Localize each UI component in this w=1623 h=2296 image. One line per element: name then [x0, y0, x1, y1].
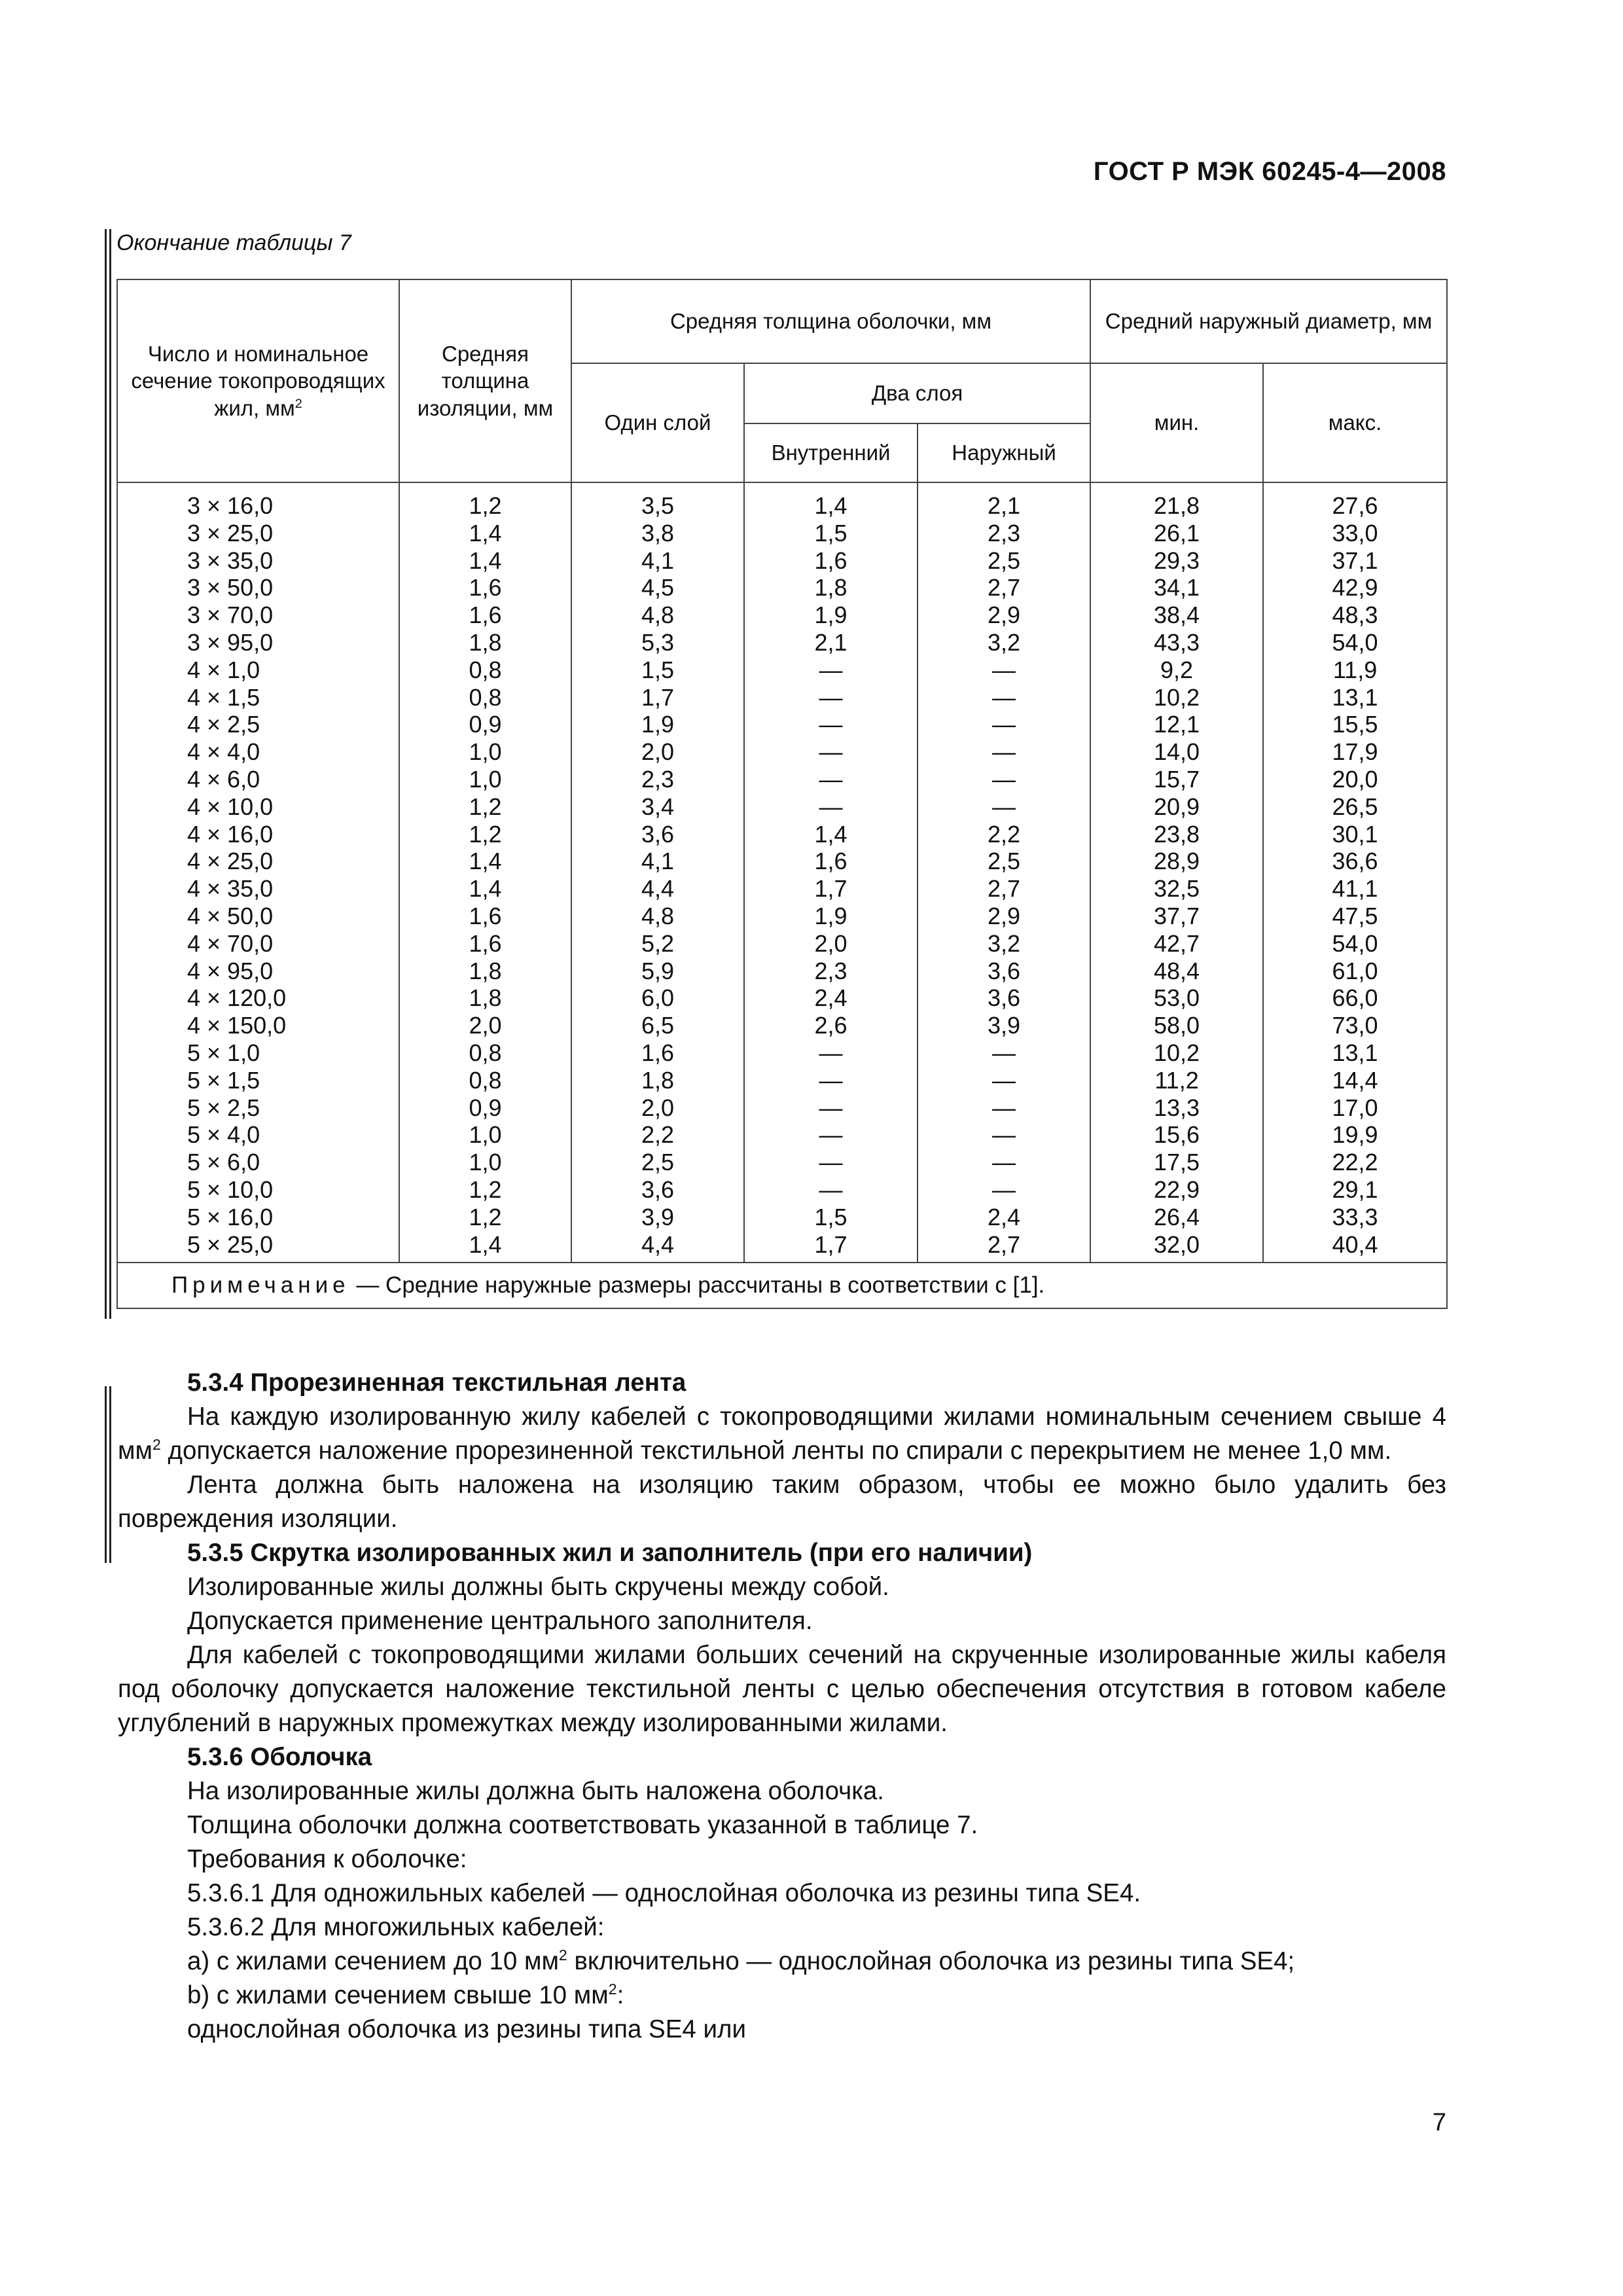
table-cell: 1,2 [399, 1204, 571, 1231]
table-cell: 48,3 [1263, 601, 1447, 629]
table-cell: 2,0 [571, 738, 744, 766]
table-cell: 6,0 [571, 984, 744, 1012]
table-cell: 4 × 25,0 [117, 848, 399, 875]
table-cell: 1,8 [399, 958, 571, 985]
table-cell: 0,8 [399, 1067, 571, 1094]
table-row [117, 1121, 1447, 1149]
table-cell: 3,2 [918, 930, 1090, 958]
document-id: ГОСТ Р МЭК 60245-4—2008 [1093, 157, 1446, 186]
table-cell: 4 × 70,0 [117, 930, 399, 958]
table-cell: 5 × 10,0 [117, 1176, 399, 1204]
table-cell: — [744, 1121, 918, 1149]
table-cell: 1,2 [399, 1176, 571, 1204]
table-cell: 0,8 [399, 1039, 571, 1067]
table-row [117, 656, 1447, 684]
table-cell: 1,6 [399, 601, 571, 629]
table-cell: — [744, 738, 918, 766]
table-cell: 3 × 50,0 [117, 574, 399, 601]
table-cell: 1,7 [571, 684, 744, 711]
table-cell: 10,2 [1090, 1039, 1263, 1067]
table-cell: 14,4 [1263, 1067, 1447, 1094]
table-cell: 3 × 95,0 [117, 629, 399, 656]
table-row [117, 766, 1447, 793]
table-cell: 2,2 [571, 1121, 744, 1149]
table-cell: 29,1 [1263, 1176, 1447, 1204]
table-cell: 1,5 [744, 520, 918, 547]
table-cell: 2,0 [744, 930, 918, 958]
table-cell: 2,1 [744, 629, 918, 656]
table-cell: 34,1 [1090, 574, 1263, 601]
table-row [117, 684, 1447, 711]
table-cell: — [918, 793, 1090, 821]
clause-5-3-6-1: 5.3.6.1 Для одножильных кабелей — однослойная оболочка из резины типа SE4. [187, 1879, 1141, 1907]
table-cell: 11,2 [1090, 1067, 1263, 1094]
table-cell: 9,2 [1090, 656, 1263, 684]
table-cell: — [918, 711, 1090, 738]
table-row [117, 875, 1447, 903]
table-cell: 14,0 [1090, 738, 1263, 766]
table-cell: 30,1 [1263, 821, 1447, 848]
table-cell: 2,0 [399, 1012, 571, 1039]
body-text [118, 1366, 1446, 2047]
table-cell: 5 × 1,5 [117, 1067, 399, 1094]
table-cell: 13,3 [1090, 1094, 1263, 1122]
paragraph: На каждую изолированную жилу кабелей с токопроводящими жилами номинальным сечением свыше 4 $мм^2$ допускается наложение прорезиненной текстильной ленты по спирали с перекрытием не менее 1,0 мм. [118, 1403, 1446, 1465]
table-cell: 58,0 [1090, 1012, 1263, 1039]
header-outer-diameter: Средний наружный диаметр, мм [1090, 279, 1447, 363]
table-row [117, 958, 1447, 985]
table-row [117, 1231, 1447, 1263]
header-sheath-thickness: Средняя толщина оболочки, мм [571, 279, 1090, 363]
table-cell: 5,9 [571, 958, 744, 985]
change-bar [105, 1386, 111, 1563]
table-cell: 1,5 [571, 656, 744, 684]
table-cell: 5,2 [571, 930, 744, 958]
table-cell: 2,2 [918, 821, 1090, 848]
table-cell: 17,5 [1090, 1149, 1263, 1176]
table-cell: — [918, 1094, 1090, 1122]
table-cell: 12,1 [1090, 711, 1263, 738]
table-cell: 4,5 [571, 574, 744, 601]
table-cell: 2,5 [918, 848, 1090, 875]
table-cell: 2,7 [918, 574, 1090, 601]
table-row [117, 1039, 1447, 1067]
table-cell: 2,5 [571, 1149, 744, 1176]
table-cell: 38,4 [1090, 601, 1263, 629]
table-cell: 1,6 [744, 547, 918, 575]
table-row [117, 793, 1447, 821]
table-cell: — [744, 1039, 918, 1067]
paragraph: Изолированные жилы должны быть скручены между собой. [187, 1573, 889, 1601]
table-cell: 1,6 [399, 930, 571, 958]
table-cell: 13,1 [1263, 684, 1447, 711]
table-cell: 6,5 [571, 1012, 744, 1039]
table-cell: 3 × 70,0 [117, 601, 399, 629]
table-cell: 54,0 [1263, 629, 1447, 656]
table-cell: — [918, 1149, 1090, 1176]
table-cell: 2,1 [918, 482, 1090, 520]
table-cell: — [918, 1176, 1090, 1204]
table-cell: 2,4 [744, 984, 918, 1012]
table-cell: 23,8 [1090, 821, 1263, 848]
table-cell: 3 × 35,0 [117, 547, 399, 575]
table-cell: 4,1 [571, 848, 744, 875]
table-cell: 21,8 [1090, 482, 1263, 520]
table-cell: 4 × 1,0 [117, 656, 399, 684]
table-cell: 1,9 [744, 903, 918, 930]
table-cell: 19,9 [1263, 1121, 1447, 1149]
header-one-layer: Один слой [571, 363, 744, 482]
table-row [117, 520, 1447, 547]
paragraph: Толщина оболочки должна соответствовать указанной в таблице 7. [187, 1811, 978, 1839]
section-5-3-6-title: 5.3.6 Оболочка [187, 1743, 372, 1771]
table-caption: Окончание таблицы 7 [116, 230, 351, 255]
table-cell: 61,0 [1263, 958, 1447, 985]
table-cell: 17,0 [1263, 1094, 1447, 1122]
header-outer: Наружный [918, 423, 1090, 482]
paragraph: Для кабелей с токопроводящими жилами больших сечений на скрученные изолированные жилы кабеля под оболочку допускается наложение текстильной ленты с целью обеспечения отсутствия в готовом кабеле углублений в наружных промежутках между изолированными жилами. [118, 1641, 1446, 1737]
header-insulation: Средняя толщина изоляции, мм [399, 279, 571, 482]
table-cell: 1,4 [399, 875, 571, 903]
table-cell: 2,3 [918, 520, 1090, 547]
table-row [117, 930, 1447, 958]
table-cell: 1,0 [399, 738, 571, 766]
table-cell: 3,6 [571, 821, 744, 848]
table-cell: 66,0 [1263, 984, 1447, 1012]
table-cell: 4,1 [571, 547, 744, 575]
table-cell: 1,0 [399, 1121, 571, 1149]
table-cell: 4 × 2,5 [117, 711, 399, 738]
table-cell: 5 × 1,0 [117, 1039, 399, 1067]
header-inner: Внутренний [744, 423, 918, 482]
table-row [117, 848, 1447, 875]
table-cell: 3,9 [918, 1012, 1090, 1039]
table-cell: 3 × 25,0 [117, 520, 399, 547]
table-cell: 26,1 [1090, 520, 1263, 547]
table-cell: 1,0 [399, 766, 571, 793]
table-cell: 1,9 [571, 711, 744, 738]
table-cell: 5 × 6,0 [117, 1149, 399, 1176]
table-cell: — [744, 656, 918, 684]
table-cell: 4,4 [571, 875, 744, 903]
table-cell: 5 × 2,5 [117, 1094, 399, 1122]
table-cell: 2,3 [571, 766, 744, 793]
table-cell: 1,4 [744, 482, 918, 520]
table-row [117, 1149, 1447, 1176]
table-row [117, 1094, 1447, 1122]
table-cell: 3,6 [918, 984, 1090, 1012]
table-cell: 1,8 [744, 574, 918, 601]
table-cell: 2,6 [744, 1012, 918, 1039]
table-cell: 1,6 [744, 848, 918, 875]
table-cell: 26,4 [1090, 1204, 1263, 1231]
table-cell: 1,9 [744, 601, 918, 629]
table-cell: 13,1 [1263, 1039, 1447, 1067]
table-cell: 53,0 [1090, 984, 1263, 1012]
table-cell: 0,9 [399, 1094, 571, 1122]
change-bar [105, 229, 111, 1319]
table-cell: 1,7 [744, 875, 918, 903]
table-cell: 1,8 [399, 629, 571, 656]
table-cell: 32,0 [1090, 1231, 1263, 1263]
table-cell: 42,9 [1263, 574, 1447, 601]
table-cell: — [918, 1039, 1090, 1067]
table-cell: 47,5 [1263, 903, 1447, 930]
table-cell: 22,2 [1263, 1149, 1447, 1176]
table-row [117, 903, 1447, 930]
table-cell: 3,9 [571, 1204, 744, 1231]
table-cell: 32,5 [1090, 875, 1263, 903]
table-cell: 4 × 4,0 [117, 738, 399, 766]
table-cell: 2,3 [744, 958, 918, 985]
table-cell: 15,5 [1263, 711, 1447, 738]
section-5-3-4-title: 5.3.4 Прорезиненная текстильная лента [187, 1369, 687, 1397]
section-5-3-5-title: 5.3.5 Скрутка изолированных жил и заполнитель (при его наличии) [187, 1539, 1033, 1567]
table-row [117, 738, 1447, 766]
table-row [117, 711, 1447, 738]
table-row [117, 1067, 1447, 1094]
table-cell: 5 × 16,0 [117, 1204, 399, 1231]
table-cell: — [744, 711, 918, 738]
table-cell: 4 × 16,0 [117, 821, 399, 848]
table-row [117, 574, 1447, 601]
table-cell: — [918, 766, 1090, 793]
list-item-a: a) с жилами сечением до 10 $мм^2$ включительно — однослойная оболочка из резины типа SE4; [187, 1946, 1295, 1975]
paragraph: На изолированные жилы должна быть наложена оболочка. [187, 1777, 884, 1805]
table-cell: 2,5 [918, 547, 1090, 575]
table-cell: 40,4 [1263, 1231, 1447, 1263]
table-cell: 28,9 [1090, 848, 1263, 875]
list-item-b: b) с жилами сечением свыше 10 $мм^2$: [187, 1981, 624, 2009]
table-cell: 4,8 [571, 903, 744, 930]
table-cell: 3,6 [571, 1176, 744, 1204]
table-cell: — [744, 1067, 918, 1094]
table-cell: 1,8 [399, 984, 571, 1012]
table-cell: 17,9 [1263, 738, 1447, 766]
table-cell: 10,2 [1090, 684, 1263, 711]
table-cell: 3,8 [571, 520, 744, 547]
table-cell: 48,4 [1090, 958, 1263, 985]
paragraph: однослойная оболочка из резины типа SE4 или [187, 2015, 746, 2043]
table-cell: 0,9 [399, 711, 571, 738]
table-cell: 1,6 [399, 574, 571, 601]
table-cell: — [918, 656, 1090, 684]
table-cell: 4 × 120,0 [117, 984, 399, 1012]
table-cell: 1,8 [571, 1067, 744, 1094]
table-cell: 0,8 [399, 656, 571, 684]
table-cell: 41,1 [1263, 875, 1447, 903]
table-cell: 36,6 [1263, 848, 1447, 875]
table-cell: 1,2 [399, 482, 571, 520]
table-cell: 26,5 [1263, 793, 1447, 821]
table-cell: 1,7 [744, 1231, 918, 1263]
table-cell: 5 × 4,0 [117, 1121, 399, 1149]
header-max: макс. [1263, 363, 1447, 482]
table-cell: 1,4 [399, 848, 571, 875]
table-cell: 1,6 [399, 903, 571, 930]
table-row [117, 821, 1447, 848]
table-cell: 1,2 [399, 821, 571, 848]
table-cell: — [918, 738, 1090, 766]
table-cell: 2,0 [571, 1094, 744, 1122]
table-cell: 1,4 [744, 821, 918, 848]
header-two-layers: Два слоя [744, 363, 1090, 423]
table-cell: 4,4 [571, 1231, 744, 1263]
table-cell: 4 × 10,0 [117, 793, 399, 821]
paragraph: Допускается применение центрального заполнителя. [187, 1607, 813, 1635]
table-cell: — [744, 793, 918, 821]
table-cell: 2,4 [918, 1204, 1090, 1231]
table-cell: 1,2 [399, 793, 571, 821]
table-cell: 33,3 [1263, 1204, 1447, 1231]
table-cell: 4,8 [571, 601, 744, 629]
table-cell: 3,2 [918, 629, 1090, 656]
page-number: 7 [1432, 2109, 1446, 2136]
table-cell: — [744, 766, 918, 793]
paragraph: Лента должна быть наложена на изоляцию таким образом, чтобы ее можно было удалить без повреждения изоляции. [118, 1471, 1446, 1533]
table-cell: 11,9 [1263, 656, 1447, 684]
table-cell: 1,4 [399, 547, 571, 575]
table-cell: — [744, 1094, 918, 1122]
table-row [117, 482, 1447, 520]
table-cell: 27,6 [1263, 482, 1447, 520]
table-cell: 2,9 [918, 903, 1090, 930]
table-cell: 4 × 150,0 [117, 1012, 399, 1039]
table-cell: 37,7 [1090, 903, 1263, 930]
table-row [117, 601, 1447, 629]
table-cell: 5 × 25,0 [117, 1231, 399, 1263]
table-cell: 3 × 16,0 [117, 482, 399, 520]
table-cell: 37,1 [1263, 547, 1447, 575]
table-cell: 43,3 [1090, 629, 1263, 656]
table-cell: 3,5 [571, 482, 744, 520]
table-row [117, 1204, 1447, 1231]
table-cell: — [918, 1121, 1090, 1149]
table-row [117, 1012, 1447, 1039]
table-row [117, 1176, 1447, 1204]
clause-5-3-6-2: 5.3.6.2 Для многожильных кабелей: [187, 1913, 605, 1941]
table-row [117, 984, 1447, 1012]
paragraph: Требования к оболочке: [187, 1845, 467, 1873]
header-min: мин. [1090, 363, 1263, 482]
table-cell: 29,3 [1090, 547, 1263, 575]
table-cell: 4 × 35,0 [117, 875, 399, 903]
table-cell: 2,9 [918, 601, 1090, 629]
table-cell: 1,4 [399, 1231, 571, 1263]
table-cell: 4 × 95,0 [117, 958, 399, 985]
table-cell: 15,6 [1090, 1121, 1263, 1149]
table-cell: 1,4 [399, 520, 571, 547]
table-cell: 42,7 [1090, 930, 1263, 958]
table-row [117, 547, 1447, 575]
header-section: Число и номинальное сечение токопроводящих жил, $мм^2$ [117, 279, 399, 482]
table-cell: 0,8 [399, 684, 571, 711]
table-cell: 1,0 [399, 1149, 571, 1176]
table-cell: 4 × 6,0 [117, 766, 399, 793]
table-cell: — [744, 1176, 918, 1204]
table-cell: — [744, 1149, 918, 1176]
table-cell: — [918, 684, 1090, 711]
table-cell: 1,6 [571, 1039, 744, 1067]
table-7 [116, 279, 1448, 1309]
table-cell: 4 × 50,0 [117, 903, 399, 930]
table-cell: 20,9 [1090, 793, 1263, 821]
table-cell: 73,0 [1263, 1012, 1447, 1039]
table-cell: 2,7 [918, 875, 1090, 903]
table-note: Примечание — Средние наружные размеры рассчитаны в соответствии с [1]. [117, 1263, 1447, 1308]
table-cell: 33,0 [1263, 520, 1447, 547]
table-cell: — [744, 684, 918, 711]
table-cell: 5,3 [571, 629, 744, 656]
table-cell: 3,6 [918, 958, 1090, 985]
table-cell: 54,0 [1263, 930, 1447, 958]
table-cell: 15,7 [1090, 766, 1263, 793]
table-cell: 3,4 [571, 793, 744, 821]
table-cell: 4 × 1,5 [117, 684, 399, 711]
table-row [117, 629, 1447, 656]
table-cell: 2,7 [918, 1231, 1090, 1263]
table-cell: 20,0 [1263, 766, 1447, 793]
table-cell: 1,5 [744, 1204, 918, 1231]
table-cell: — [918, 1067, 1090, 1094]
table-cell: 22,9 [1090, 1176, 1263, 1204]
